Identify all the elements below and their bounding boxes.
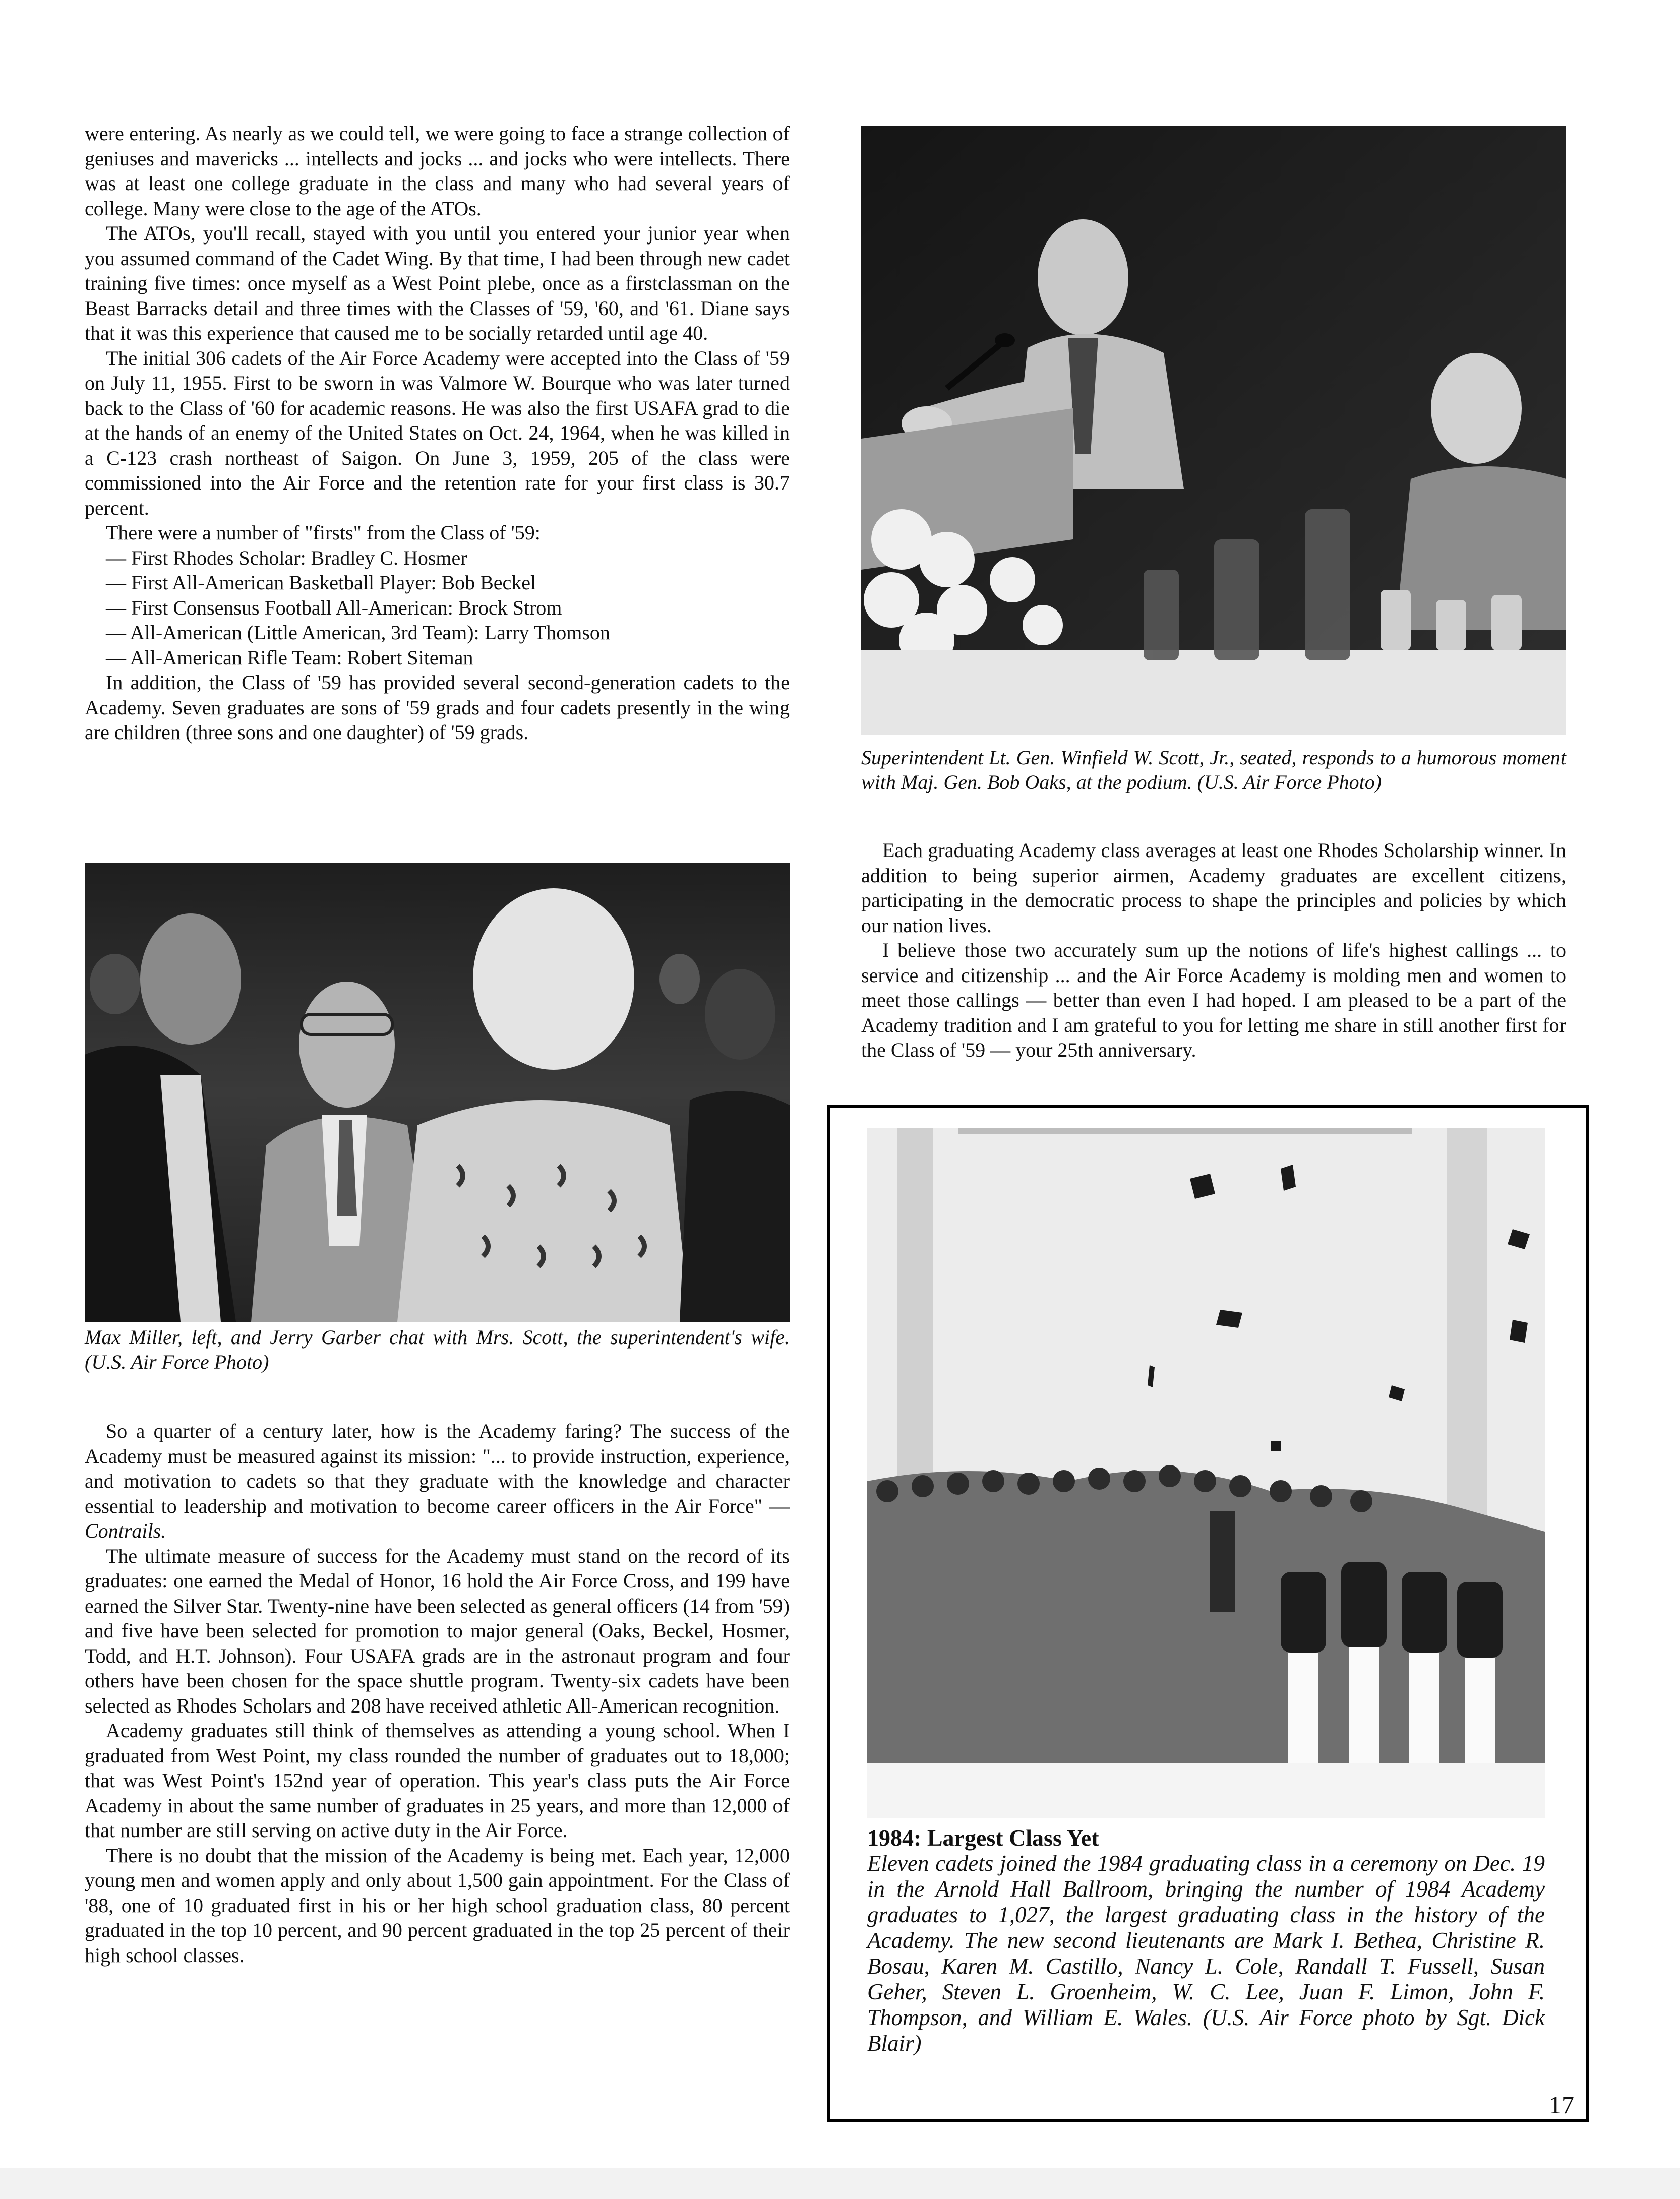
paragraph: The initial 306 cadets of the Air Force Academy were accepted into the Class of '59 on July 11, 1955. First to be sworn in was Valmore W. Bourque who was later turned back to the Class of '60 for academic reasons. He was also the first USAFA grad to die at the hands of an enemy of the United States on Oct. 24, 1964, when he was killed in a C-123 crash northeast of Saigon. On June 3, 1959, 205 of the class were commissioned into the Air Force and the retention rate for your first class is 30.7 percent. [85, 346, 790, 519]
photo-reception-chat-caption: Max Miller, left, and Jerry Garber chat with Mrs. Scott, the superintendent's wife. (U.S. Air Force Photo) [85, 1326, 790, 1373]
paragraph: There is no doubt that the mission of the Academy is being met. Each year, 12,000 young men and women apply and only about 1,500 gain appointment. For the Class of '88, one of 10 graduated first in his or her high school graduation class, 80 percent graduated in the top 10 percent, and 90 percent graduated in the top 25 percent of their high school classes. [85, 1844, 790, 1967]
paragraph [85, 1419, 790, 1544]
photo-podium-image [861, 126, 1566, 735]
firsts-list-item: — First All-American Basketball Player: Bob Beckel [106, 571, 536, 594]
paragraph: The ATOs, you'll recall, stayed with you until you entered your junior year when you assumed command of the Cadet Wing. By that time, I had been through new cadet training five times: once myself as a West Point plebe, once as a firstclassman on the Beast Barracks detail and three times with the Classes of '59, '60, and '61. Diane says that it was this experience that caused me to be socially retarded until age 40. [85, 222, 790, 344]
largest-class-caption [867, 1825, 1545, 2056]
right-column-text [861, 838, 1566, 1063]
left-column-top-text [85, 121, 790, 745]
firsts-list-item: — First Rhodes Scholar: Bradley C. Hosmer [106, 546, 467, 569]
firsts-list-item: — First Consensus Football All-American: Brock Strom [106, 596, 562, 619]
paragraph: The ultimate measure of success for the Academy must stand on the record of its graduates: one earned the Medal of Honor, 16 hold the Air Force Cross, and 199 have earned the Silver Star. Twenty-nine have been selected as general officers (14 from '59) and five have been selected for promotion to major general (Oaks, Beckel, Hosmer, Todd, and H.T. Johnson). Four USAFA grads are in the astronaut program and four others have been chosen for the space shuttle program. Twenty-six cadets have been selected as Rhodes Scholars and 208 have received athletic All-American recognition. [85, 1544, 790, 1717]
photo-reception-chat [85, 863, 790, 1322]
paragraph: There were a number of "firsts" from the Class of '59: [106, 521, 541, 544]
firsts-list-item: — All-American Rifle Team: Robert Siteman [106, 646, 473, 669]
left-column-bottom-text [85, 1419, 790, 1968]
largest-class-heading: 1984: Largest Class Yet [867, 1825, 1099, 1851]
paragraph: In addition, the Class of '59 has provided several second-generation cadets to the Academy. Seven graduates are sons of '59 grads and four cadets presently in the wing are children (three sons and one daughter) of '59 grads. [85, 671, 790, 744]
mission-source: Contrails. [85, 1519, 166, 1542]
largest-class-body: Eleven cadets joined the 1984 graduating class in a ceremony on Dec. 19 in the Arnold Hall Ballroom, bringing the number of 1984 Academy graduates to 1,027, the largest graduating class in the history of the Academy. The new second lieutenants are Mark I. Bethea, Christine R. Bosau, Karen M. Castillo, Nancy L. Cole, Randall T. Fussell, Susan Geher, Steven L. Groenheim, W. C. Lee, Juan F. Limon, John F. Thompson, and William E. Wales. (U.S. Air Force photo by Sgt. Dick Blair) [867, 1851, 1545, 2056]
paragraph: were entering. As nearly as we could tell, we were going to face a strange collection of geniuses and mavericks ... intellects and jocks ... and jocks who were intellects. There was at least one college graduate in the class and many who had several years of college. Many were close to the age of the ATOs. [85, 122, 790, 220]
photo-reception-chat-image [85, 863, 790, 1322]
paragraph: I believe those two accurately sum up the notions of life's highest callings ... to service and citizenship ... and the Air Force Academy is molding men and women to meet those callings — better than even I had hoped. I am pleased to be a part of the Academy tradition and I am grateful to you for letting me share in still another first for the Class of '59 — your 25th anniversary. [861, 939, 1566, 1061]
photo-podium [861, 126, 1566, 735]
paragraph: Each graduating Academy class averages at least one Rhodes Scholarship winner. In addition to being superior airmen, Academy graduates are excellent citizens, participating in the democratic process to shape the principles and policies by which our nation lives. [861, 839, 1566, 937]
photo-graduation-caps [867, 1128, 1545, 1818]
scan-edge [0, 2168, 1680, 2199]
photo-podium-caption: Superintendent Lt. Gen. Winfield W. Scott, Jr., seated, responds to a humorous moment with Maj. Gen. Bob Oaks, at the podium. (U.S. Air Force Photo) [861, 746, 1566, 793]
page-number: 17 [1549, 2091, 1574, 2119]
mission-text: So a quarter of a century later, how is the Academy faring? The success of the Academy must be measured against its mission: "... to provide instruction, experience, and motivation to cadets so that they graduate with the knowledge and character essential to leadership and motivation to become career officers in the Air Force" — [85, 1420, 790, 1517]
photo-graduation-caps-image [867, 1128, 1545, 1818]
paragraph: Academy graduates still think of themselves as attending a young school. When I graduated from West Point, my class rounded the number of graduates out to 18,000; that was West Point's 152nd year of operation. This year's class puts the Air Force Academy in about the same number of graduates in 25 years, and more than 12,000 of that number are still serving on active duty in the Air Force. [85, 1719, 790, 1842]
firsts-list-item: — All-American (Little American, 3rd Team): Larry Thomson [106, 621, 610, 644]
